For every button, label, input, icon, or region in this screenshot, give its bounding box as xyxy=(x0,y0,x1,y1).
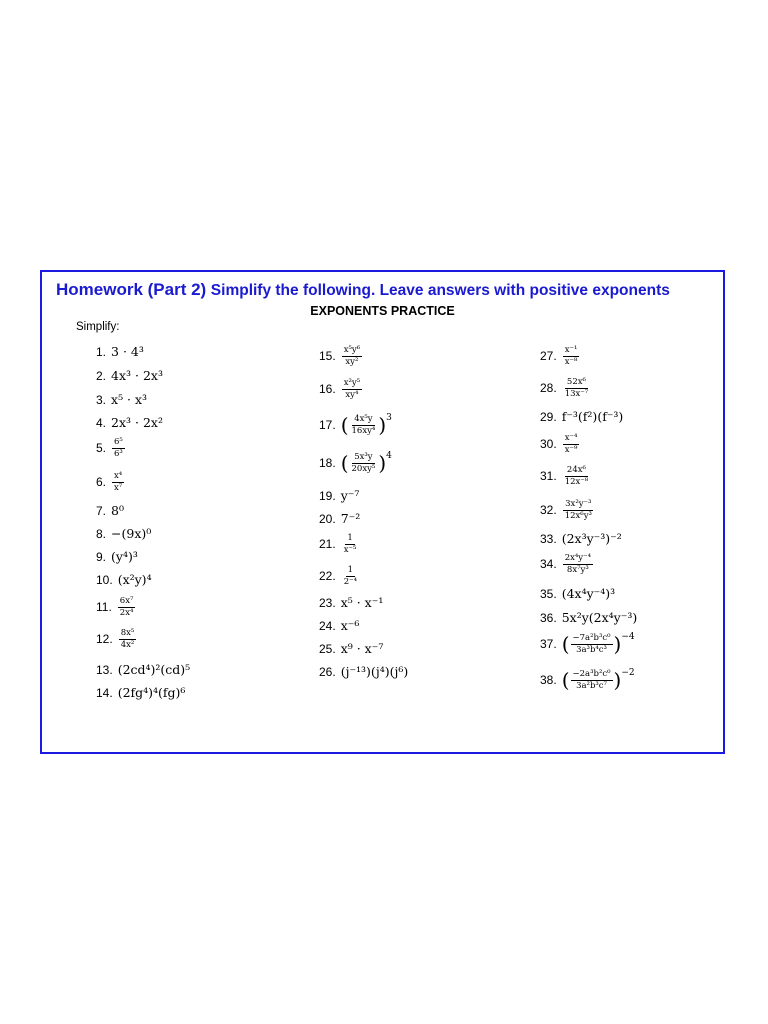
problem-9 xyxy=(96,549,138,564)
numerator: 52x⁶ xyxy=(566,377,586,387)
problem-number: 34. xyxy=(540,557,557,572)
fraction xyxy=(563,554,593,575)
denominator: x⁻⁵ xyxy=(343,544,357,555)
problem-number: 15. xyxy=(319,349,336,364)
problem-number: 21. xyxy=(319,537,336,552)
problem-number: 19. xyxy=(319,488,336,503)
problem-28 xyxy=(540,378,591,399)
problem-37 xyxy=(540,634,635,655)
problem-number: 29. xyxy=(540,409,557,424)
denominator: 3a²b³c⁷ xyxy=(576,680,607,691)
problem-expression: 2x³ · 2x² xyxy=(111,415,163,430)
problem-expression: (y⁴)³ xyxy=(111,549,138,564)
denominator: 16xy⁴ xyxy=(351,425,376,436)
problem-32 xyxy=(540,500,595,521)
problem-number: 36. xyxy=(540,610,557,625)
left-paren: ( xyxy=(340,451,349,476)
problem-expression: 8⁰ xyxy=(111,503,124,518)
problem-expression: (2x³y⁻³)⁻² xyxy=(561,531,622,546)
problem-33 xyxy=(540,531,622,546)
problem-number: 10. xyxy=(96,572,113,587)
problem-number: 11. xyxy=(96,600,112,615)
denominator: x⁷ xyxy=(114,482,123,493)
problem-11 xyxy=(96,597,136,618)
right-paren: ) xyxy=(378,413,387,438)
homework-sheet xyxy=(40,270,725,754)
problem-expression: 3 · 4³ xyxy=(111,344,144,359)
numerator: −2a³b²c⁰ xyxy=(572,669,611,679)
problem-expression: x⁵ · x⁻¹ xyxy=(340,595,384,610)
problem-number: 23. xyxy=(319,595,336,610)
numerator: 5x³y xyxy=(354,452,373,462)
numerator: 24x⁶ xyxy=(566,465,586,475)
problem-number: 5. xyxy=(96,441,107,456)
denominator: 13x⁻⁷ xyxy=(564,388,589,399)
problem-35 xyxy=(540,586,615,601)
problem-number: 28. xyxy=(540,381,557,396)
problem-26 xyxy=(319,664,408,679)
denominator: 3a³b⁴c³ xyxy=(576,644,607,655)
problem-21 xyxy=(319,534,359,555)
problem-17 xyxy=(319,415,392,436)
problem-expression: (2cd⁴)²(cd)⁵ xyxy=(117,662,191,677)
fraction xyxy=(119,629,137,650)
numerator: 1 xyxy=(347,565,354,575)
problem-number: 4. xyxy=(96,415,107,430)
simplify-label: Simplify: xyxy=(76,321,120,333)
problem-5 xyxy=(96,438,126,459)
right-paren: ) xyxy=(613,668,622,693)
problem-number: 37. xyxy=(540,637,557,652)
problem-22 xyxy=(319,566,360,587)
problem-14 xyxy=(96,685,185,700)
part-label: Homework (Part 2) xyxy=(56,280,207,299)
problem-16 xyxy=(319,379,363,400)
problem-expression: x⁵ · x³ xyxy=(111,392,148,407)
problem-38 xyxy=(540,670,635,691)
problem-number: 13. xyxy=(96,662,113,677)
problem-number: 32. xyxy=(540,503,557,518)
outer-exponent: −4 xyxy=(621,632,635,642)
denominator: 12x⁶y³ xyxy=(564,510,592,521)
problem-number: 17. xyxy=(319,418,336,433)
problem-23 xyxy=(319,595,383,610)
problem-19 xyxy=(319,488,359,503)
problem-number: 25. xyxy=(319,641,336,656)
numerator: 4x⁵y xyxy=(354,414,373,424)
denominator: x⁻⁸ xyxy=(564,356,578,367)
problem-number: 33. xyxy=(540,531,557,546)
problem-number: 7. xyxy=(96,503,107,518)
problem-expression: y⁻⁷ xyxy=(340,488,360,503)
left-paren: ( xyxy=(561,632,570,657)
problem-1 xyxy=(96,344,144,359)
problem-8 xyxy=(96,526,151,541)
problem-expression: f⁻³(f²)(f⁻³) xyxy=(561,409,624,424)
outer-exponent: 4 xyxy=(386,451,392,461)
fraction xyxy=(342,346,362,367)
fraction xyxy=(342,379,362,400)
fraction xyxy=(112,472,124,493)
problem-number: 2. xyxy=(96,368,107,383)
fraction xyxy=(571,670,613,691)
problem-31 xyxy=(540,466,591,487)
problem-7 xyxy=(96,503,124,518)
problem-number: 12. xyxy=(96,632,113,647)
numerator: 8x⁵ xyxy=(120,628,135,638)
problem-number: 27. xyxy=(540,349,557,364)
problem-6 xyxy=(96,472,125,493)
numerator: x⁴ xyxy=(114,471,123,481)
fraction xyxy=(563,346,580,367)
problem-expression: (4x⁴y⁻⁴)³ xyxy=(561,586,616,601)
denominator: 8x⁷y³ xyxy=(566,564,589,575)
problem-number: 38. xyxy=(540,673,557,688)
denominator: xy² xyxy=(345,356,359,367)
problem-number: 24. xyxy=(319,618,336,633)
problem-number: 6. xyxy=(96,475,107,490)
problem-10 xyxy=(96,572,152,587)
fraction xyxy=(563,500,594,521)
problem-13 xyxy=(96,662,190,677)
problem-36 xyxy=(540,610,637,625)
denominator: 2x⁴ xyxy=(119,607,134,618)
problem-number: 14. xyxy=(96,685,113,700)
problem-30 xyxy=(540,434,580,455)
problem-18 xyxy=(319,453,392,474)
worksheet-subtitle: EXPONENTS PRACTICE xyxy=(310,304,455,318)
numerator: 6x⁷ xyxy=(119,596,134,606)
numerator: x⁻¹ xyxy=(564,345,578,355)
problem-number: 30. xyxy=(540,437,557,452)
problem-number: 22. xyxy=(319,569,336,584)
denominator: 6³ xyxy=(114,448,123,459)
fraction xyxy=(350,453,378,474)
problem-expression: (j⁻¹³)(j⁴)(j⁶) xyxy=(340,664,409,679)
problem-expression: −(9x)⁰ xyxy=(111,526,152,541)
problem-25 xyxy=(319,641,383,656)
problem-expression: 5x²y(2x⁴y⁻³) xyxy=(561,610,638,625)
fraction xyxy=(563,434,580,455)
instruction-text: Simplify the following. Leave answers with positive exponents xyxy=(210,282,670,299)
problem-number: 31. xyxy=(540,469,557,484)
problem-expression: 4x³ · 2x³ xyxy=(111,368,163,383)
fraction xyxy=(342,534,359,555)
problem-24 xyxy=(319,618,359,633)
problem-12 xyxy=(96,629,137,650)
problem-15 xyxy=(319,346,363,367)
problem-number: 9. xyxy=(96,549,107,564)
fraction xyxy=(350,415,378,436)
numerator: x⁵y⁶ xyxy=(343,345,361,355)
problem-expression: (x²y)⁴ xyxy=(117,572,152,587)
numerator: 3x²y⁻³ xyxy=(565,499,592,509)
outer-exponent: −2 xyxy=(621,668,635,678)
fraction xyxy=(112,438,125,459)
problem-34 xyxy=(540,554,594,575)
numerator: x⁻⁴ xyxy=(564,433,578,443)
problem-number: 16. xyxy=(319,382,336,397)
problem-number: 35. xyxy=(540,586,557,601)
problem-number: 26. xyxy=(319,664,336,679)
fraction xyxy=(563,378,591,399)
problem-expression: (2fg⁴)⁴(fg)⁶ xyxy=(117,685,186,700)
fraction xyxy=(571,634,613,655)
denominator: 20xy⁵ xyxy=(351,463,376,474)
numerator: 2x⁴y⁻⁴ xyxy=(564,553,591,563)
numerator: −7a²b³c⁰ xyxy=(572,633,611,643)
problem-29 xyxy=(540,409,623,424)
fraction xyxy=(342,566,359,587)
homework-title xyxy=(56,280,716,300)
numerator: 6⁵ xyxy=(114,437,123,447)
left-paren: ( xyxy=(340,413,349,438)
denominator: 12x⁻⁸ xyxy=(564,476,589,487)
problem-3 xyxy=(96,392,147,407)
problem-4 xyxy=(96,415,163,430)
problem-number: 3. xyxy=(96,392,107,407)
problem-20 xyxy=(319,511,360,526)
problem-27 xyxy=(540,346,580,367)
problem-number: 8. xyxy=(96,526,107,541)
right-paren: ) xyxy=(378,451,387,476)
problem-expression: x⁻⁶ xyxy=(340,618,360,633)
numerator: 1 xyxy=(347,533,353,543)
fraction xyxy=(118,597,136,618)
right-paren: ) xyxy=(613,632,622,657)
fraction xyxy=(563,466,591,487)
problem-expression: 7⁻² xyxy=(340,511,361,526)
problem-number: 18. xyxy=(319,456,336,471)
left-paren: ( xyxy=(561,668,570,693)
problem-number: 1. xyxy=(96,344,107,359)
problem-2 xyxy=(96,368,163,383)
denominator: 2⁻⁴ xyxy=(343,576,357,587)
numerator: x²y⁵ xyxy=(343,378,361,388)
problem-number: 20. xyxy=(319,511,336,526)
outer-exponent: 3 xyxy=(386,413,392,423)
denominator: 4x² xyxy=(120,639,135,650)
denominator: xy⁴ xyxy=(345,389,359,400)
problem-expression: x⁹ · x⁻⁷ xyxy=(340,641,384,656)
denominator: x⁻⁹ xyxy=(564,444,578,455)
